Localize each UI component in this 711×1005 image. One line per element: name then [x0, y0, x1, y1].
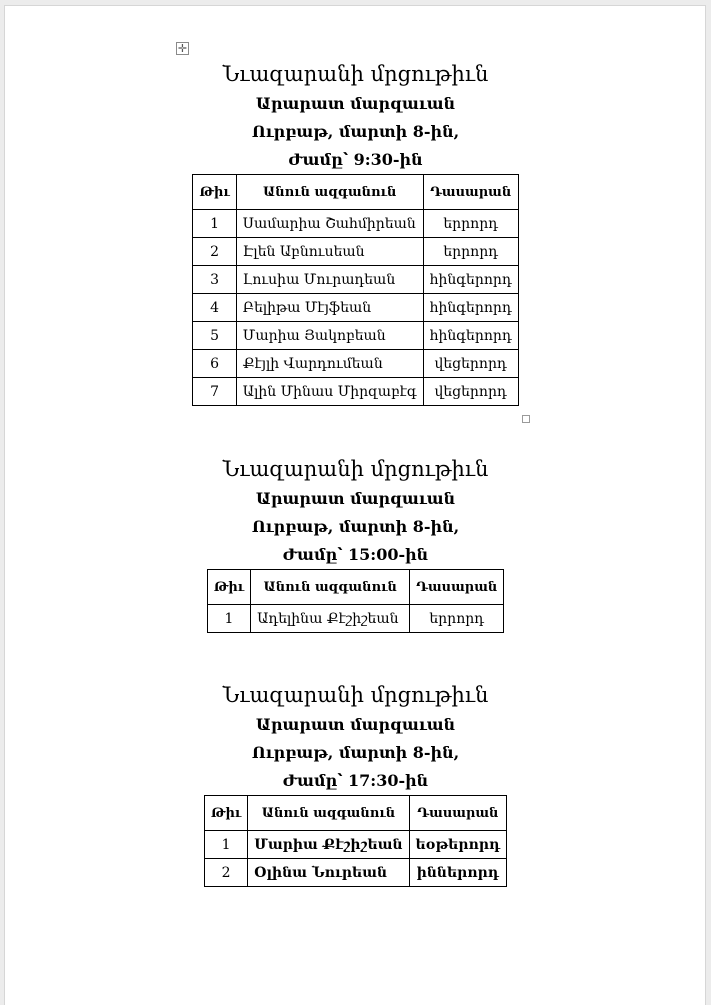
- row-number: 7: [193, 378, 236, 406]
- section-title: Նւազարանի մրցութիւն: [222, 683, 489, 707]
- row-grade: երրորդ: [410, 605, 504, 633]
- row-name: Սամարիա Շահմիրեան: [236, 210, 423, 238]
- header-number: Թիւ: [207, 570, 250, 605]
- table-row: [193, 210, 518, 238]
- header-grade: Դասարան: [410, 570, 504, 605]
- row-grade: հինգերորդ: [423, 266, 518, 294]
- table-row: [193, 322, 518, 350]
- header-name: Անուն ազգանուն: [248, 796, 409, 831]
- section-time: Ժամը՝ 17:30-ին: [282, 771, 429, 790]
- row-number: 1: [204, 831, 247, 859]
- row-grade: հինգերորդ: [423, 322, 518, 350]
- header-number: Թիւ: [204, 796, 247, 831]
- row-grade: երրորդ: [423, 238, 518, 266]
- participants-table: [192, 174, 518, 406]
- header-grade: Դասարան: [409, 796, 507, 831]
- row-number: 4: [193, 294, 236, 322]
- row-name: Էլեն Աբնուսեան: [236, 238, 423, 266]
- table-resize-handle-icon[interactable]: [522, 415, 530, 423]
- participants-table: [207, 569, 505, 633]
- section-date: Ուրբաթ, մարտի 8-ին,: [251, 122, 460, 141]
- row-name: Մարիա Յակոբեան: [236, 322, 423, 350]
- competition-section-2: [0, 453, 711, 633]
- section-time: Ժամը՝ 15:00-ին: [282, 545, 429, 564]
- row-name: Մարիա Քէշիշեան: [248, 831, 409, 859]
- row-grade: հինգերորդ: [423, 294, 518, 322]
- row-name: Ալին Մինաս Միրզաբէգ: [236, 378, 423, 406]
- row-number: 2: [204, 859, 247, 887]
- table-row: [207, 605, 504, 633]
- row-number: 5: [193, 322, 236, 350]
- row-name: Բելիթա Մէյֆեան: [236, 294, 423, 322]
- table-row: [193, 378, 518, 406]
- section-region: Արարատ մարզաւան: [255, 489, 456, 508]
- section-region: Արարատ մարզաւան: [255, 715, 456, 734]
- row-grade: իններորդ: [409, 859, 507, 887]
- section-date: Ուրբաթ, մարտի 8-ին,: [251, 743, 460, 762]
- row-grade: եօթերորդ: [409, 831, 507, 859]
- section-time: Ժամը՝ 9:30-ին: [288, 150, 423, 169]
- section-region: Արարատ մարզաւան: [255, 94, 456, 113]
- row-grade: երրորդ: [423, 210, 518, 238]
- section-title: Նւազարանի մրցութիւն: [222, 62, 489, 86]
- table-row: [193, 294, 518, 322]
- row-name: Քէյլի Վարդումեան: [236, 350, 423, 378]
- row-grade: վեցերորդ: [423, 378, 518, 406]
- table-row: [204, 831, 506, 859]
- row-number: 2: [193, 238, 236, 266]
- table-row: [193, 238, 518, 266]
- row-number: 1: [207, 605, 250, 633]
- row-grade: վեցերորդ: [423, 350, 518, 378]
- header-number: Թիւ: [193, 175, 236, 210]
- competition-section-3: [0, 679, 711, 887]
- table-row: [193, 266, 518, 294]
- header-name: Անուն ազգանուն: [251, 570, 410, 605]
- section-date: Ուրբաթ, մարտի 8-ին,: [251, 517, 460, 536]
- table-header-row: [207, 570, 504, 605]
- table-row: [193, 350, 518, 378]
- table-header-row: [193, 175, 518, 210]
- competition-section-1: [0, 58, 711, 406]
- participants-table: [204, 795, 507, 887]
- header-name: Անուն ազգանուն: [236, 175, 423, 210]
- section-title: Նւազարանի մրցութիւն: [222, 457, 489, 481]
- table-row: [204, 859, 506, 887]
- row-number: 6: [193, 350, 236, 378]
- table-move-handle-icon[interactable]: ✛: [177, 42, 188, 55]
- row-name: Ադելինա Քէշիշեան: [251, 605, 410, 633]
- row-number: 3: [193, 266, 236, 294]
- row-name: Լուսիա Մուրադեան: [236, 266, 423, 294]
- header-grade: Դասարան: [423, 175, 518, 210]
- table-header-row: [204, 796, 506, 831]
- row-name: Օլինա Նուրեան: [248, 859, 409, 887]
- row-number: 1: [193, 210, 236, 238]
